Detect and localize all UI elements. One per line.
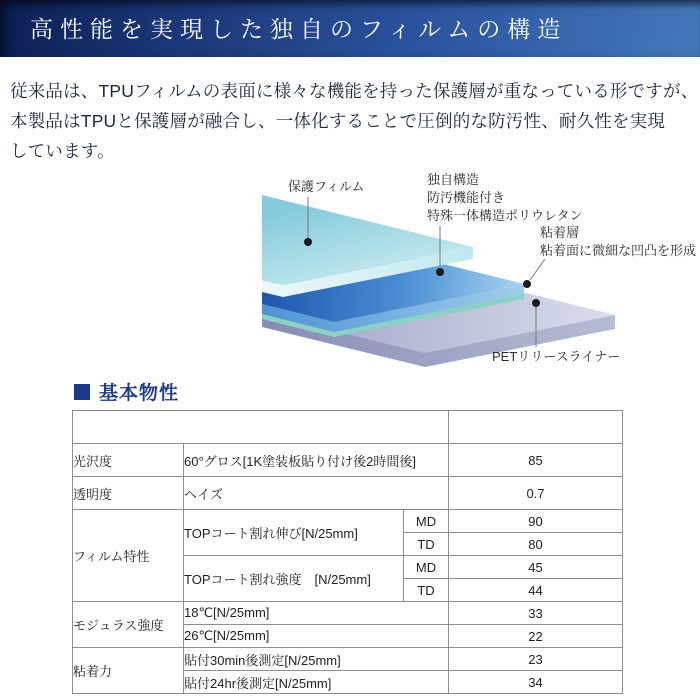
cell-adhesion-24-test: 貼付24hr後測定[N/25mm] [184,671,449,694]
intro-line: しています。 [10,141,115,161]
label-unique-structure-1: 独自構造 [427,172,480,187]
product-header-cell: ECHELON Headlight PPF [449,411,623,444]
leader-line-adhesive [530,259,545,280]
cell-strength-td-value: 44 [449,579,623,602]
label-unique-structure-3: 特殊一体構造ポリウレタン [427,208,583,223]
spec-table [72,410,623,694]
diagonal-header-cell [73,411,449,444]
cell-modulus-26-test: 26℃[N/25mm] [184,625,449,648]
section-heading [74,378,179,405]
table-row [73,477,623,510]
cell-gloss-category: 光沢度 [73,444,184,477]
cell-haze-category: 透明度 [73,477,184,510]
cell-modulus-category: モジュラス強度 [73,602,184,648]
cell-elongation-md-value: 90 [449,510,623,533]
page-title: 高性能を実現した独自のフィルムの構造 [30,17,568,42]
cell-elongation-td-value: 80 [449,533,623,556]
label-protective-film: 保護フィルム [288,179,365,194]
table-header-row [73,411,623,444]
section-heading-text: 基本物性 [99,383,180,404]
label-unique-structure-2: 防汚機能付き [427,190,506,205]
anchor-dot-pet-liner [532,299,540,307]
cell-adhesion-30-test: 貼付30min後測定[N/25mm] [184,648,449,671]
label-adhesive-1: 粘着層 [540,225,580,240]
table-row [73,510,623,533]
label-adhesive-2: 粘着面に微細な凹凸を形成 [540,243,697,258]
cell-modulus-18-test: 18℃[N/25mm] [184,602,449,625]
cell-strength-test: TOPコート割れ強度 [N/25mm] [184,556,404,602]
cell-elongation-md-label: MD [404,510,449,533]
intro-paragraph [10,76,698,166]
anchor-dot-adhesive [523,280,531,288]
film-structure-diagram [0,170,700,378]
cell-haze-test: ヘイズ [184,477,449,510]
cell-adhesion-30-value: 23 [449,648,623,671]
cell-modulus-26-value: 22 [449,625,623,648]
cell-film-category: フィルム特性 [73,510,184,602]
anchor-dot-protective-film [304,238,312,246]
cell-elongation-td-label: TD [404,533,449,556]
table-row [73,444,623,477]
table-row [73,602,623,625]
intro-line: 本製品はTPUと保護層が融合し、一体化することで圧倒的な防汚性、耐久性を実現 [10,111,666,131]
cell-gloss-value: 85 [449,444,623,477]
page-header-banner [0,0,700,57]
cell-strength-md-value: 45 [449,556,623,579]
anchor-dot-unique-structure [436,268,444,276]
cell-elongation-test: TOPコート割れ伸び[N/25mm] [184,510,404,556]
cell-haze-value: 0.7 [449,477,623,510]
cell-adhesion-category: 粘着力 [73,648,184,694]
cell-strength-md-label: MD [404,556,449,579]
cell-modulus-18-value: 33 [449,602,623,625]
label-pet-liner: PETリリースライナー [492,349,621,364]
cell-adhesion-24-value: 34 [449,671,623,694]
intro-line: 従来品は、TPUフィルムの表面に様々な機能を持った保護層が重なっている形ですが、 [10,81,699,101]
section-bullet-square-icon [74,384,90,400]
cell-strength-td-label: TD [404,579,449,602]
cell-gloss-test: 60°グロス[1K塗装板貼り付け後2時間後] [184,444,449,477]
table-row [73,648,623,671]
